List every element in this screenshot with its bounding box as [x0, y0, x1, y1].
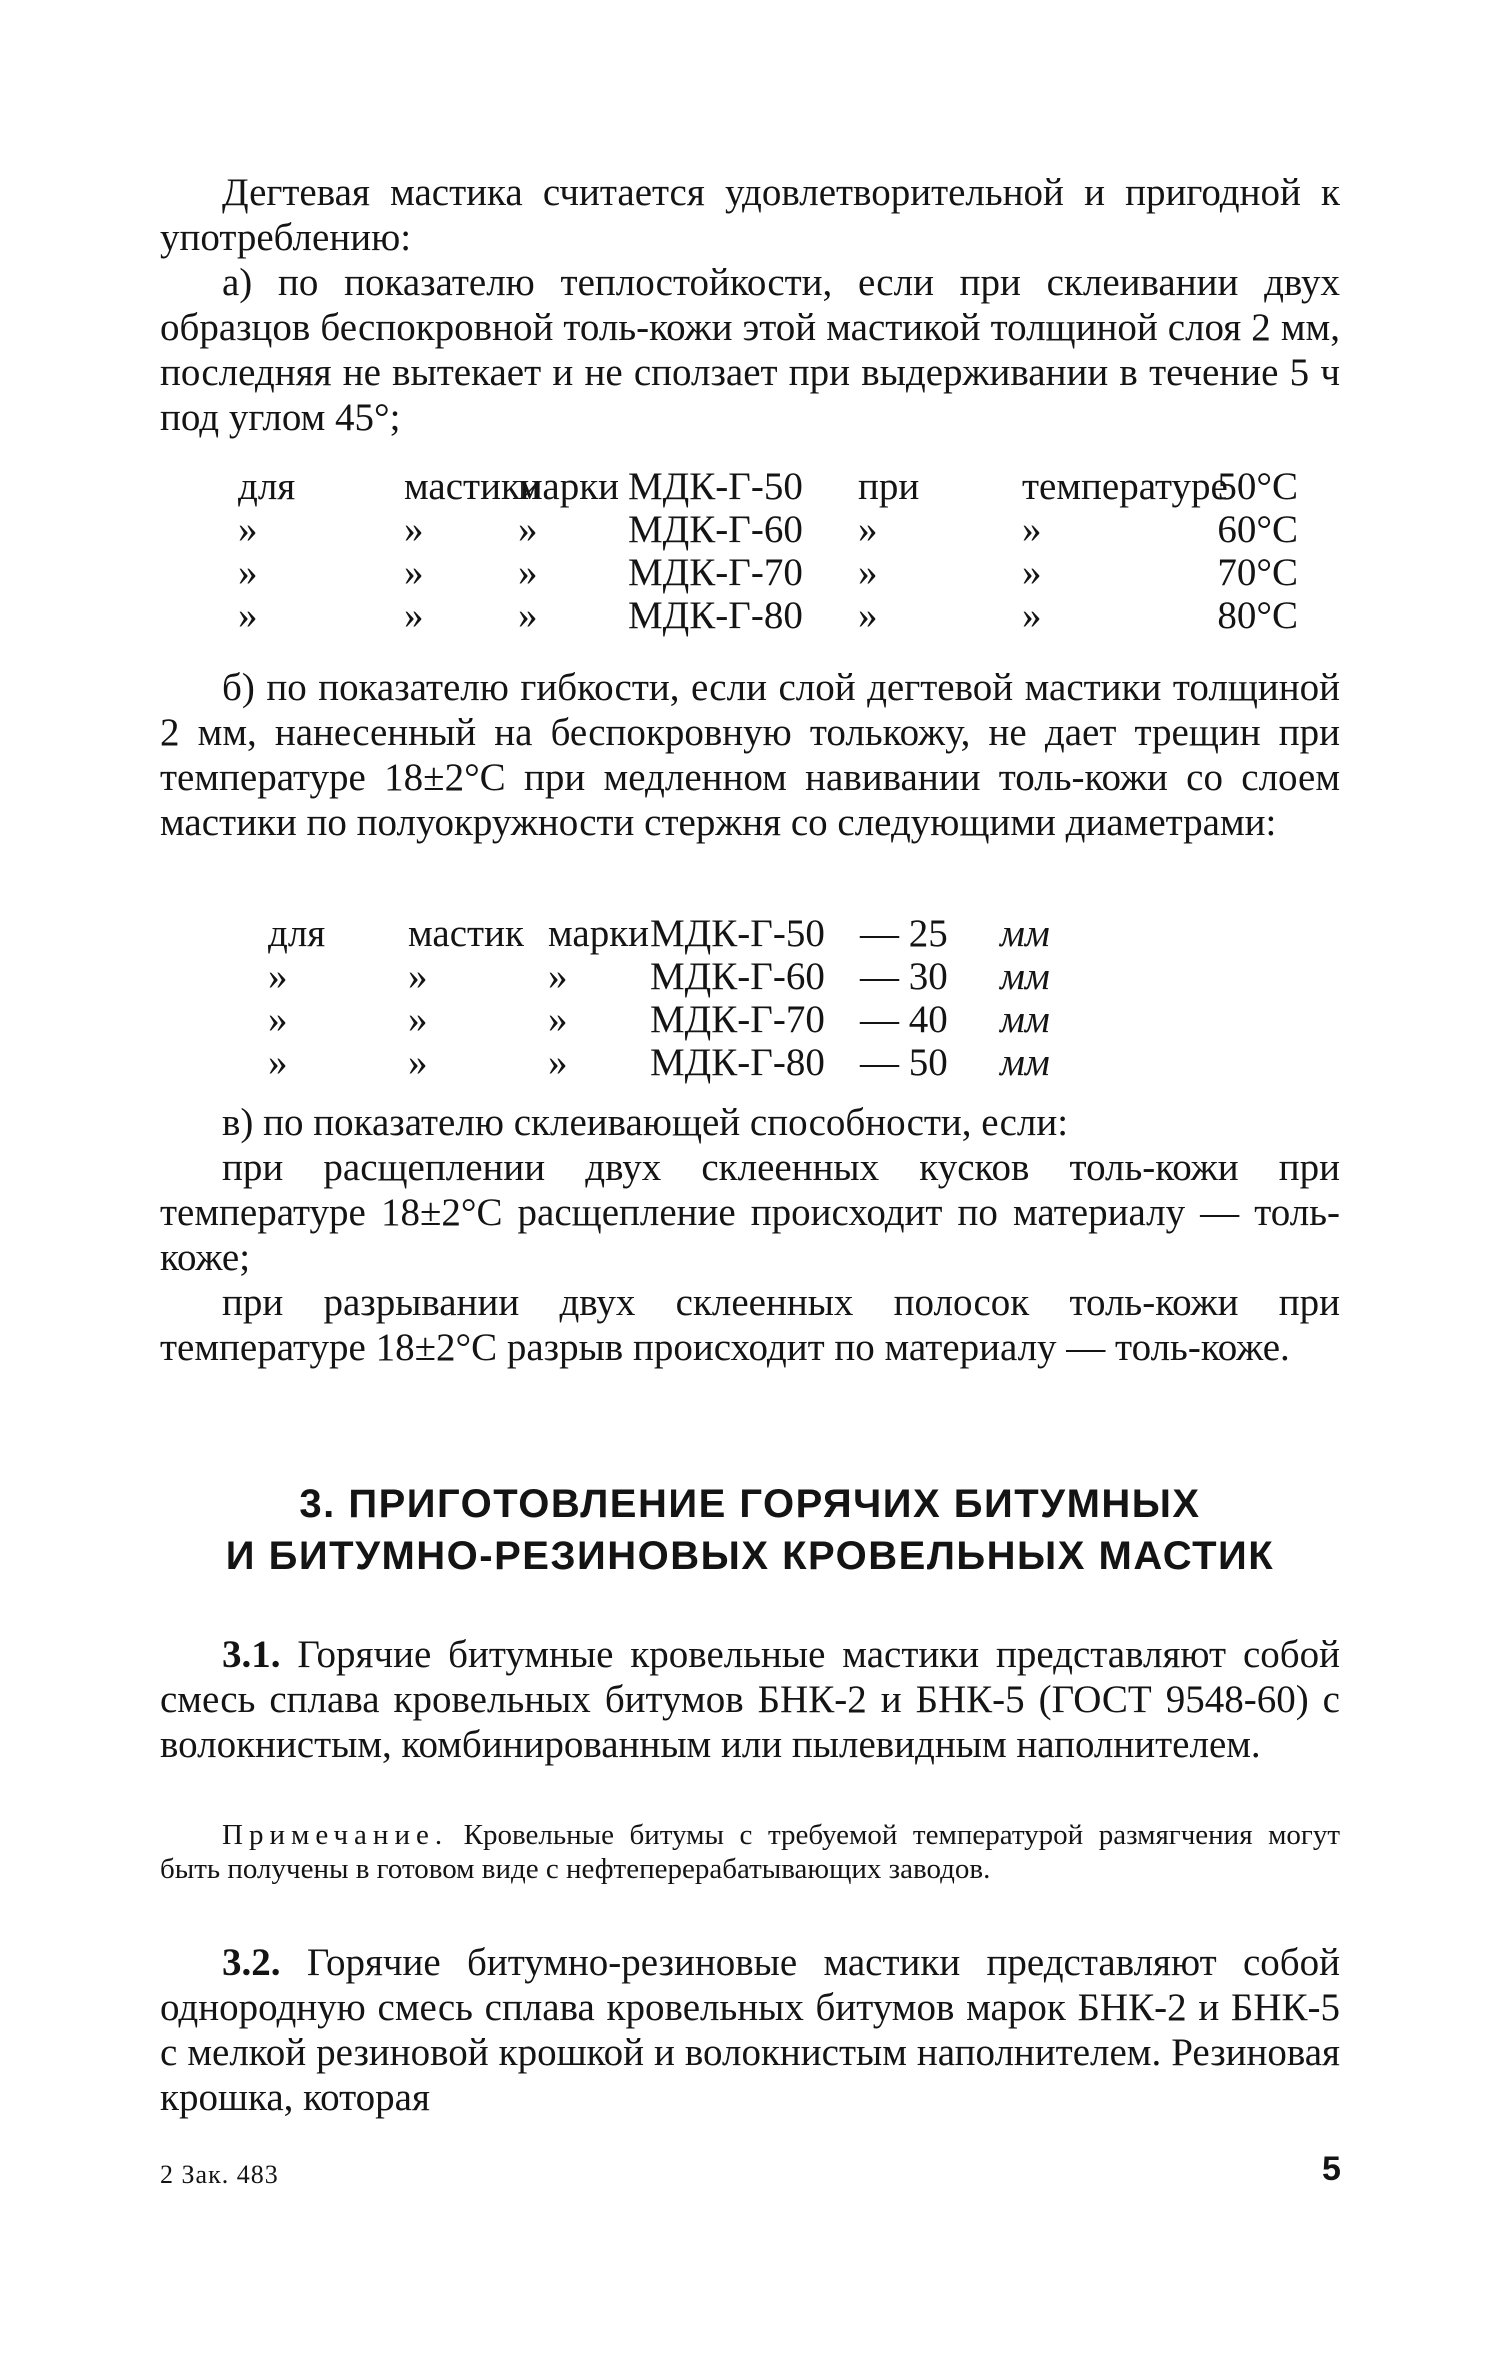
note-block [160, 1818, 1340, 1886]
heat-resistance-table [238, 465, 1298, 637]
print-order-footer: 2 Зак. 483 [160, 2160, 279, 2189]
section-heading-line1: 3. ПРИГОТОВЛЕНИЕ ГОРЯЧИХ БИТУМНЫХ [299, 1482, 1201, 1526]
paragraph-3-1 [160, 1632, 1340, 1767]
page-number: 5 [1322, 2150, 1341, 2188]
section-heading [160, 1478, 1340, 1582]
section-heading-line2: И БИТУМНО-РЕЗИНОВЫХ КРОВЕЛЬНЫХ МАСТИК [225, 1534, 1275, 1578]
paragraph-3-1-block [160, 1632, 1340, 1767]
note-text: Кровельные битумы с требуемой температурой размягчения могут быть получены в готовом виде с нефтеперерабатывающих заводов. [160, 1819, 1340, 1885]
paragraph-text: Горячие битумные кровельные мастики представляют собой смесь сплава кровельных битумов БНК-2 и БНК-5 (ГОСТ 9548-60) с волокнистым, комбинированным или пылевидным наполнителем. [160, 1633, 1341, 1766]
paragraph-3-2 [160, 1940, 1340, 2120]
table-row: » » » МДК-Г-80 » » 80°С [238, 594, 1298, 637]
paragraph-number: 3.2. [222, 1941, 281, 1984]
paragraph-3-2-block [160, 1940, 1340, 2120]
table-row: » » » МДК-Г-70 » » 70°С [238, 551, 1298, 594]
paragraph-b: б) по показателю гибкости, если слой дегтевой мастики толщиной 2 мм, нанесенный на беспокровную толькожу, не дает трещин при температуре 18±2°С при медленном навивании толь-кожи со слоем мастики по полуокружности стержня со следующими диаметрами: [160, 666, 1340, 844]
flexibility-table [268, 912, 1166, 1084]
table-row: » » » МДК-Г-80 — 50 мм [268, 1041, 1050, 1084]
paragraph-v-block [160, 1100, 1340, 1370]
table-row: » » » МДК-Г-60 — 30 мм [268, 955, 1050, 998]
intro-paragraph: Дегтевая мастика считается удовлетворительной и пригодной к употреблению: [160, 171, 1340, 259]
table-row: » » » МДК-Г-60 » » 60°С [238, 508, 1298, 551]
table-row: » » » МДК-Г-70 — 40 мм [268, 998, 1050, 1041]
paragraph-number: 3.1. [222, 1633, 281, 1676]
paragraph-v: в) по показателю склеивающей способности, если: [222, 1101, 1069, 1144]
table-row: для мастики марки МДК-Г-50 при температуре 50°С [238, 465, 1298, 508]
paragraph-b-block [160, 665, 1340, 845]
paragraph-v1: при расщеплении двух склеенных кусков толь-кожи при температуре 18±2°С расщепление происходит по материалу — толь-коже; [160, 1146, 1340, 1279]
paragraph-text: Горячие битумно-резиновые мастики представляют собой однородную смесь сплава кровельных битумов марок БНК-2 и БНК-5 с мелкой резиновой крошкой и волокнистым наполнителем. Резиновая крошка, которая [160, 1941, 1341, 2119]
paragraph-a: а) по показателю теплостойкости, если при склеивании двух образцов беспокровной толь-кожи этой мастикой толщиной слоя 2 мм, последняя не вытекает и не сползает при выдерживании в течение 5 ч под углом 45°; [160, 261, 1340, 439]
note-label: Примечание. [222, 1819, 449, 1851]
intro-block [160, 170, 1340, 440]
paragraph-v2: при разрывании двух склеенных полосок толь-кожи при температуре 18±2°С разрыв происходит по материалу — толь-коже. [160, 1281, 1340, 1369]
table-row: для мастик марки МДК-Г-50 — 25 мм [268, 912, 1050, 955]
